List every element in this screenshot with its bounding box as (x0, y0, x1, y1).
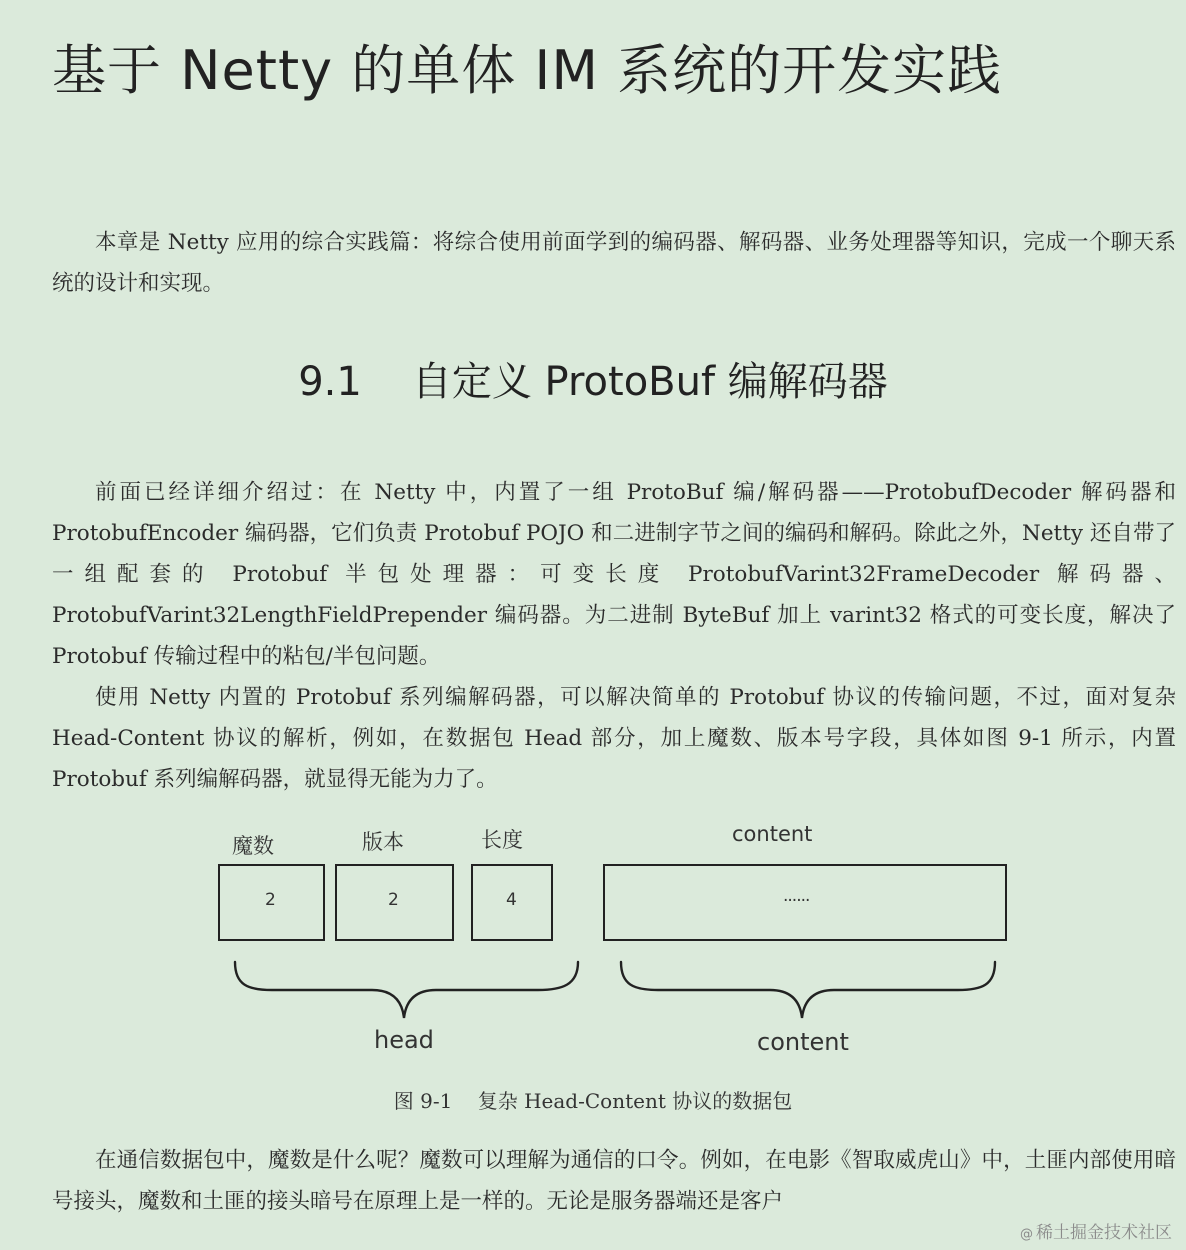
length-value: 4 (506, 890, 517, 910)
version-label: 版本 (362, 830, 404, 854)
content-box (604, 865, 1006, 940)
magic-number-value: 2 (265, 890, 276, 910)
head-brace (235, 962, 578, 1018)
content-brace (621, 962, 995, 1018)
figure-caption: 图 9-1 复杂 Head-Content 协议的数据包 (393, 1089, 793, 1113)
content-group-label: content (757, 1028, 849, 1056)
watermark (1020, 1218, 1172, 1243)
section-heading (0, 350, 1186, 407)
head-group-label: head (374, 1026, 434, 1054)
section-title: 自定义 ProtoBuf 编解码器 (411, 359, 888, 405)
content-value: ...... (783, 886, 810, 906)
magic-number-box (219, 865, 324, 940)
length-box (472, 865, 552, 940)
version-value: 2 (388, 890, 399, 910)
body-paragraph: 在通信数据包中，魔数是什么呢？魔数可以理解为通信的口令。例如，在电影《智取威虎山》中，土匪内部使用暗号接头，魔数和土匪的接头暗号在原理上是一样的。无论是服务器端还是客户 (52, 1148, 1176, 1214)
version-box (336, 865, 453, 940)
length-label: 长度 (481, 828, 523, 852)
watermark-text: 稀土掘金技术社区 (1036, 1223, 1172, 1243)
intro-paragraph: 本章是 Netty 应用的综合实践篇：将综合使用前面学到的编码器、解码器、业务处理器等知识，完成一个聊天系统的设计和实现。 (52, 230, 1176, 296)
body-paragraph: 使用 Netty 内置的 Protobuf 系列编解码器，可以解决简单的 Protobuf 协议的传输问题，不过，面对复杂 Head-Content 协议的解析，例如，在数据包 Head 部分，加上魔数、版本号字段，具体如图 9-1 所示，内置 Protobuf 系列编解码器，就显得无能为力了。 (52, 685, 1176, 792)
content-label: content (732, 822, 813, 846)
chapter-title: 基于 Netty 的单体 IM 系统的开发实践 (52, 39, 1003, 102)
body-paragraph: 前面已经详细介绍过：在 Netty 中，内置了一组 ProtoBuf 编/解码器——ProtobufDecoder 解码器和 ProtobufEncoder 编码器，它们负责 Protobuf POJO 和二进制字节之间的编码和解码。除此之外，Netty 还自带了一组配套的 Protobuf 半包处理器：可变长度 ProtobufVarint32FrameDecoder 解码器、ProtobufVarint32LengthFieldPrepender 编码器。为二进制 ByteBuf 加上 varint32 格式的可变长度，解决了 Protobuf 传输过程中的粘包/半包问题。 (52, 480, 1176, 669)
at-icon: @ (1020, 1227, 1033, 1242)
section-number: 9.1 (298, 359, 362, 405)
magic-number-label: 魔数 (232, 834, 274, 858)
